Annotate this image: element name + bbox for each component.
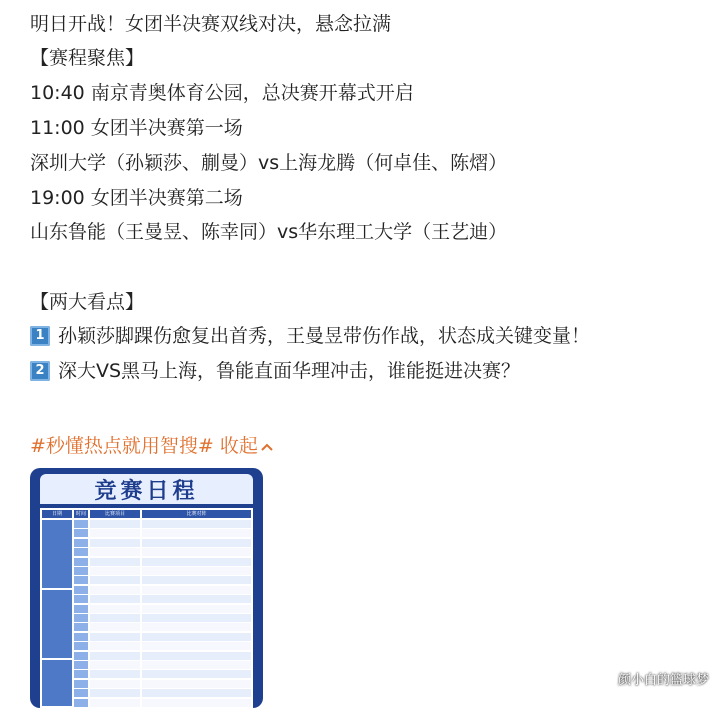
- table-header-date: 日期: [42, 510, 72, 518]
- table-cell: [90, 633, 140, 641]
- schedule-section-header: 【赛程聚焦】: [30, 47, 145, 69]
- event-line: 11:00 女团半决赛第一场: [30, 117, 243, 139]
- table-cell: [74, 633, 88, 641]
- table-cell: [74, 558, 88, 566]
- table-cell: [90, 529, 140, 537]
- table-cell: [142, 680, 251, 688]
- table-cell: [142, 633, 251, 641]
- post-headline: 明日开战！女团半决赛双线对决，悬念拉满: [30, 13, 392, 35]
- table-cell: [74, 614, 88, 622]
- table-cell: [142, 567, 251, 575]
- hashtag-row: [30, 431, 274, 458]
- table-cell: [90, 548, 140, 556]
- table-cell: [74, 520, 88, 528]
- table-cell: [142, 642, 251, 650]
- table-cell: [90, 680, 140, 688]
- collapse-label: 收起: [219, 435, 258, 457]
- event-line: 19:00 女团半决赛第二场: [30, 187, 243, 209]
- number-two-icon: 2: [30, 361, 50, 381]
- highlights-section-header: 【两大看点】: [30, 291, 145, 313]
- table-cell: [142, 689, 251, 697]
- highlight-point: [30, 359, 520, 383]
- table-cell: [142, 595, 251, 603]
- table-cell: [90, 689, 140, 697]
- table-cell: [74, 699, 88, 707]
- table-cell: [90, 576, 140, 584]
- table-cell: [142, 539, 251, 547]
- table-cell: [90, 558, 140, 566]
- table-header-event: 比赛项目: [90, 510, 140, 518]
- table-cell: [142, 614, 251, 622]
- table-cell: [90, 699, 140, 707]
- collapse-button[interactable]: [220, 435, 274, 457]
- table-cell: [90, 652, 140, 660]
- table-cell: [142, 699, 251, 707]
- event-line: 深圳大学（孙颖莎、蒯曼）vs上海龙腾（何卓佳、陈熠）: [30, 152, 508, 174]
- day-cell: [42, 520, 72, 588]
- table-cell: [90, 605, 140, 613]
- watermark: 颜小白的篮球梦: [617, 673, 709, 688]
- table-cell: [142, 661, 251, 669]
- highlight-text: 深大VS黑马上海，鲁能直面华理冲击，谁能挺进决赛？: [58, 360, 521, 382]
- table-cell: [90, 614, 140, 622]
- table-cell: [142, 520, 251, 528]
- table-cell: [74, 539, 88, 547]
- table-cell: [74, 548, 88, 556]
- table-cell: [74, 595, 88, 603]
- table-cell: [142, 548, 251, 556]
- table-cell: [142, 623, 251, 631]
- table-cell: [90, 567, 140, 575]
- table-cell: [142, 652, 251, 660]
- table-cell: [74, 623, 88, 631]
- table-cell: [90, 539, 140, 547]
- event-line: 10:40 南京青奥体育公园，总决赛开幕式开启: [30, 82, 414, 104]
- table-cell: [142, 529, 251, 537]
- table-cell: [74, 642, 88, 650]
- table-cell: [90, 595, 140, 603]
- table-cell: [90, 586, 140, 594]
- table-cell: [74, 567, 88, 575]
- schedule-table: [40, 508, 253, 708]
- table-cell: [90, 661, 140, 669]
- schedule-image-title: 竞赛日程: [40, 474, 253, 504]
- table-cell: [142, 586, 251, 594]
- table-cell: [74, 652, 88, 660]
- table-cell: [74, 576, 88, 584]
- table-cell: [74, 689, 88, 697]
- table-cell: [90, 670, 140, 678]
- chevron-up-icon: [260, 435, 274, 457]
- schedule-image[interactable]: [30, 468, 263, 708]
- table-cell: [74, 529, 88, 537]
- table-cell: [74, 670, 88, 678]
- table-cell: [142, 670, 251, 678]
- number-one-icon: 1: [30, 326, 50, 346]
- hashtag-link[interactable]: #秒懂热点就用智搜#: [30, 435, 214, 457]
- table-header-time: 时间: [75, 511, 86, 517]
- event-line: 山东鲁能（王曼昱、陈幸同）vs华东理工大学（王艺迪）: [30, 221, 508, 243]
- table-cell: [142, 576, 251, 584]
- table-cell: [142, 558, 251, 566]
- table-cell: [142, 605, 251, 613]
- table-cell: [74, 661, 88, 669]
- day-cell: [42, 660, 72, 706]
- highlight-point: [30, 324, 590, 348]
- table-cell: [90, 623, 140, 631]
- highlight-text: 孙颖莎脚踝伤愈复出首秀，王曼昱带伤作战，状态成关键变量！: [58, 325, 591, 347]
- table-cell: [90, 520, 140, 528]
- table-cell: [74, 680, 88, 688]
- table-cell: [90, 642, 140, 650]
- day-cell: [42, 590, 72, 658]
- table-header-matchup: 比赛对阵: [142, 510, 251, 518]
- table-cell: [74, 586, 88, 594]
- table-cell: [74, 605, 88, 613]
